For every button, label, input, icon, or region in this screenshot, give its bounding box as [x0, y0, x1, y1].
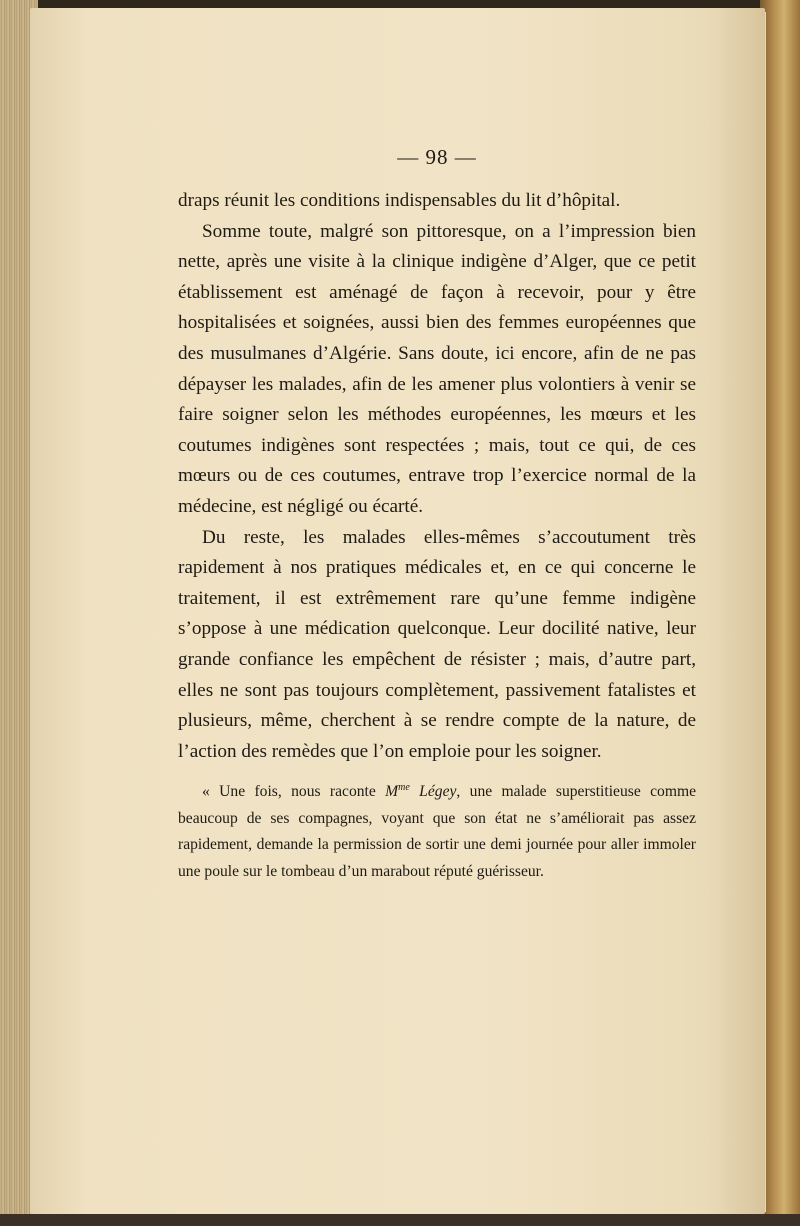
- scan-bottom-border: [0, 1214, 800, 1226]
- book-cover-edge: [760, 0, 800, 1226]
- author-name: Légey: [419, 783, 457, 801]
- text-block: [178, 145, 696, 885]
- paragraph-3: Du reste, les malades elles-mêmes s’accoutument très rapidement à nos pratiques médicales et, en ce qui concerne le traitement, il est extrêmement rare qu’une femme indigène s’oppose à une médication quelconque. Leur docilité native, leur grande confiance les empêchent de résister ; mais, d’autre part, elles ne sont pas toujours complètement, passivement fatalistes et plusieurs, même, cherchent à se rendre compte de la nature, de l’action des remèdes que l’on emploie pour les soigner.: [178, 526, 696, 762]
- page-number: — 98 —: [397, 145, 477, 169]
- paragraph-1: draps réunit les conditions indispensables du lit d’hôpital.: [178, 190, 621, 211]
- title-abbrev: $M^{me}$: [385, 782, 410, 801]
- quote-intro: « Une fois, nous raconte: [202, 783, 386, 801]
- paragraph-2: Somme toute, malgré son pittoresque, on a l’impression bien nette, après une visite à la clinique indigène d’Alger, que ce petit établissement est aménagé de façon à recevoir, pour y être hospitalisées et soignées, aussi bien des femmes européennes que des musulmanes d’Algérie. Sans doute, ici encore, afin de ne pas dépayser les malades, afin de les amener plus volontiers à venir se faire soigner selon les méthodes européennes, les mœurs et les coutumes indigènes sont respectées ; mais, tout ce qui, de ces mœurs ou de ces coutumes, entrave trop l’exercice normal de la médecine, est négligé ou écarté.: [178, 220, 696, 517]
- quote-paragraph: [178, 775, 696, 885]
- quote-body: , une malade superstitieuse comme beaucoup de ses compagnes, voyant que son état ne s’améliorait pas assez rapidement, demande la permission de sortir une demi journée pour aller immoler une poule sur le tombeau d’un marabout réputé guérisseur.: [178, 783, 697, 880]
